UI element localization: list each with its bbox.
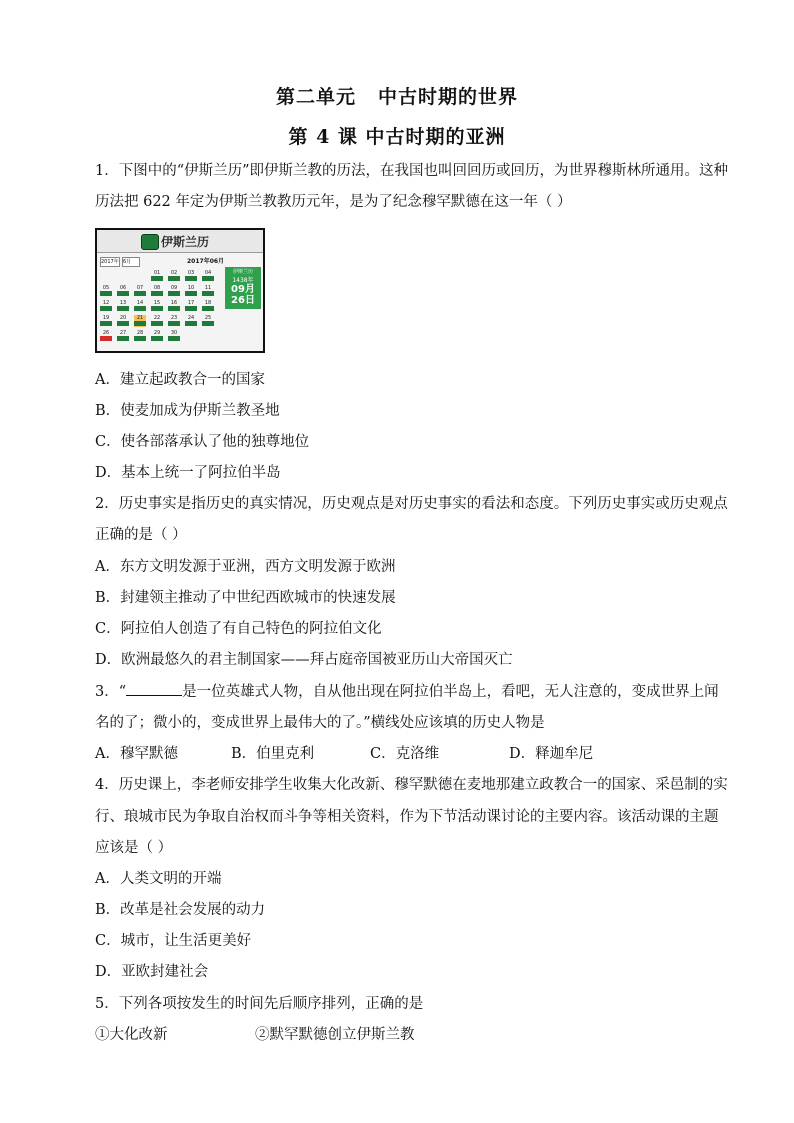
- q3-answer-blank: [126, 682, 182, 696]
- calendar-day-number: 26: [102, 330, 110, 336]
- calendar-day-hijri-bar: [168, 291, 180, 296]
- q4-option-a: A．人类文明的开端: [95, 871, 222, 887]
- calendar-day-cell: [117, 330, 129, 342]
- calendar-notes: [225, 312, 261, 348]
- calendar-day-cell: [168, 300, 180, 312]
- year-select: 2017年: [101, 259, 119, 265]
- calendar-day-cell: [185, 270, 197, 282]
- calendar-day-cell: [202, 315, 214, 327]
- calendar-day-cell: [100, 300, 112, 312]
- calendar-day-number: 08: [153, 285, 161, 291]
- q2-option-a: A．东方文明发源于亚洲，西方文明发源于欧洲: [95, 559, 396, 575]
- calendar-day-hijri-bar: [168, 336, 180, 341]
- lesson-title: 第 4 课 中古时期的亚洲: [288, 126, 506, 148]
- unit-number: 第二单元: [275, 86, 356, 108]
- calendar-day-number: 30: [170, 330, 178, 336]
- calendar-day-cell: [202, 300, 214, 312]
- calendar-day-hijri-bar: [134, 336, 146, 341]
- calendar-day-number: 11: [204, 285, 212, 291]
- q4-line-1: 4．历史课上，李老师安排学生收集大化改新、穆罕默德在麦地那建立政教合一的国家、采邑制的实: [95, 777, 728, 793]
- calendar-day-cell: [100, 330, 112, 342]
- calendar-day-hijri-bar: [151, 306, 163, 311]
- calendar-day-number: 29: [153, 330, 161, 336]
- q3-options: [95, 744, 705, 764]
- calendar-day-cell: [100, 285, 112, 297]
- q1-option-a: A．建立起政教合一的国家: [95, 372, 265, 388]
- q3-suffix: 是一位英雄式人物，自从他出现在阿拉伯半岛上，看吧，无人注意的，变成世界上闻: [182, 684, 719, 700]
- calendar-day-number: 06: [119, 285, 127, 291]
- month-select: 6月: [122, 257, 140, 267]
- q3-line-1: [95, 682, 719, 702]
- calendar-day-number: 28: [136, 330, 144, 336]
- calendar-day-number: 19: [102, 315, 110, 321]
- q3-option-d: D．释迦牟尼: [509, 746, 594, 762]
- side-label: 伊斯兰历: [232, 269, 253, 275]
- q4-option-b: B．改革是社会发展的动力: [95, 902, 266, 918]
- calendar-day-hijri-bar: [151, 321, 163, 326]
- calendar-day-number: 21: [136, 315, 144, 321]
- q5-item-2: ②默罕默德创立伊斯兰教: [255, 1027, 415, 1043]
- q1-line-2: 历法把 622 年定为伊斯兰教教历元年，是为了纪念穆罕默德在这一年（ ）: [95, 194, 572, 210]
- calendar-day-cell: [117, 315, 129, 327]
- q3-option-b: B．伯里克利: [231, 746, 315, 762]
- calendar-day-hijri-bar: [100, 306, 112, 311]
- calendar-day-hijri-bar: [117, 336, 129, 341]
- q4-option-c: C．城市，让生活更美好: [95, 933, 252, 949]
- side-year: 1438年: [232, 277, 254, 284]
- calendar-day-number: 25: [204, 315, 212, 321]
- calendar-day-number: 12: [102, 300, 110, 306]
- q5-line-1: 5．下列各项按发生的时间先后顺序排列，正确的是: [95, 996, 424, 1012]
- calendar-day-number: 03: [187, 270, 195, 276]
- calendar-day-number: 10: [187, 285, 195, 291]
- q2-line-2: 正确的是（ ）: [95, 527, 187, 543]
- calendar-day-cell: [117, 285, 129, 297]
- calendar-header: [97, 230, 263, 253]
- calendar-day-number: 04: [204, 270, 212, 276]
- calendar-day-cell: [151, 315, 163, 327]
- calendar-day-hijri-bar: [134, 306, 146, 311]
- calendar-day-number: 01: [153, 270, 161, 276]
- q4-line-2: 行、琅城市民为争取自治权而斗争等相关资料，作为下节活动课讨论的主要内容。该活动课的主题: [95, 809, 719, 825]
- q2-option-d: D．欧洲最悠久的君主制国家——拜占庭帝国被亚历山大帝国灭亡: [95, 652, 513, 668]
- calendar-day-number: 23: [170, 315, 178, 321]
- calendar-day-hijri-bar: [202, 291, 214, 296]
- calendar-day-hijri-bar: [202, 276, 214, 281]
- calendar-day-number: 24: [187, 315, 195, 321]
- q3-option-a: A．穆罕默德: [95, 746, 178, 762]
- calendar-day-hijri-bar: [185, 321, 197, 326]
- calendar-day-cell: [168, 315, 180, 327]
- q3-line-2: 名的了；微小的，变成世界上最伟大的了。”横线处应该填的历史人物是: [95, 715, 545, 731]
- calendar-day-hijri-bar: [100, 321, 112, 326]
- calendar-day-hijri-bar: [185, 291, 197, 296]
- calendar-day-number: 02: [170, 270, 178, 276]
- calendar-day-hijri-bar: [134, 321, 146, 326]
- calendar-day-number: 17: [187, 300, 195, 306]
- calendar-day-hijri-bar: [151, 291, 163, 296]
- unit-title: [0, 82, 794, 109]
- calendar-day-cell: [134, 330, 146, 342]
- calendar-day-cell: [134, 315, 146, 327]
- calendar-day-number: 27: [119, 330, 127, 336]
- calendar-day-number: 14: [136, 300, 144, 306]
- calendar-app-icon: [141, 234, 159, 250]
- calendar-day-hijri-bar: [168, 306, 180, 311]
- calendar-day-cell: [185, 300, 197, 312]
- q3-option-c: C．克洛维: [370, 746, 440, 762]
- calendar-day-number: 05: [102, 285, 110, 291]
- calendar-day-cell: [185, 315, 197, 327]
- calendar-day-cell: [168, 330, 180, 342]
- calendar-day-cell: [168, 270, 180, 282]
- calendar-day-number: 22: [153, 315, 161, 321]
- side-month: 09月: [231, 284, 255, 295]
- calendar-day-hijri-bar: [100, 336, 112, 341]
- calendar-day-cell: [168, 285, 180, 297]
- calendar-day-hijri-bar: [185, 276, 197, 281]
- calendar-day-hijri-bar: [117, 291, 129, 296]
- q4-line-3: 应该是（ ）: [95, 840, 173, 856]
- calendar-day-hijri-bar: [117, 321, 129, 326]
- q1-option-b: B．使麦加成为伊斯兰教圣地: [95, 403, 280, 419]
- calendar-day-hijri-bar: [168, 321, 180, 326]
- calendar-day-number: 18: [204, 300, 212, 306]
- calendar-day-hijri-bar: [134, 291, 146, 296]
- side-day: 26日: [231, 295, 255, 306]
- q3-prefix: 3．“: [95, 684, 127, 700]
- calendar-day-hijri-bar: [202, 321, 214, 326]
- calendar-day-cell: [151, 330, 163, 342]
- calendar-day-cell: [151, 285, 163, 297]
- calendar-day-cell: [202, 270, 214, 282]
- q1-line-1: 1．下图中的“伊斯兰历”即伊斯兰教的历法，在我国也叫回回历或回历，为世界穆斯林所通用。这种: [95, 163, 729, 179]
- calendar-day-number: 13: [119, 300, 127, 306]
- calendar-day-hijri-bar: [151, 276, 163, 281]
- calendar-side-panel: [225, 267, 261, 309]
- q5-item-1: ①大化改新: [95, 1027, 168, 1043]
- calendar-day-number: 09: [170, 285, 178, 291]
- calendar-day-cell: [151, 270, 163, 282]
- calendar-day-cell: [100, 315, 112, 327]
- calendar-day-hijri-bar: [202, 306, 214, 311]
- unit-name: 中古时期的世界: [378, 86, 519, 108]
- calendar-title: 伊斯兰历: [161, 235, 210, 249]
- calendar-day-cell: [185, 285, 197, 297]
- q1-option-d: D．基本上统一了阿拉伯半岛: [95, 465, 281, 481]
- islamic-calendar-image: [95, 228, 265, 353]
- q2-line-1: 2．历史事实是指历史的真实情况，历史观点是对历史事实的看法和态度。下列历史事实或历史观点: [95, 496, 728, 512]
- calendar-day-hijri-bar: [117, 306, 129, 311]
- calendar-month-label: 2017年06月: [187, 258, 225, 265]
- calendar-day-number: 07: [136, 285, 144, 291]
- calendar-day-number: 20: [119, 315, 127, 321]
- calendar-day-cell: [117, 300, 129, 312]
- q4-option-d: D．亚欧封建社会: [95, 964, 209, 980]
- calendar-day-cell: [134, 285, 146, 297]
- q2-option-b: B．封建领主推动了中世纪西欧城市的快速发展: [95, 590, 396, 606]
- calendar-day-hijri-bar: [168, 276, 180, 281]
- calendar-day-number: 16: [170, 300, 178, 306]
- q2-option-c: C．阿拉伯人创造了有自己特色的阿拉伯文化: [95, 621, 382, 637]
- q5-items: [95, 1025, 705, 1045]
- calendar-day-cell: [134, 300, 146, 312]
- calendar-day-cell: [151, 300, 163, 312]
- calendar-day-hijri-bar: [151, 336, 163, 341]
- calendar-day-number: 15: [153, 300, 161, 306]
- calendar-day-hijri-bar: [185, 306, 197, 311]
- calendar-day-hijri-bar: [100, 291, 112, 296]
- q1-option-c: C．使各部落承认了他的独尊地位: [95, 434, 310, 450]
- calendar-day-cell: [202, 285, 214, 297]
